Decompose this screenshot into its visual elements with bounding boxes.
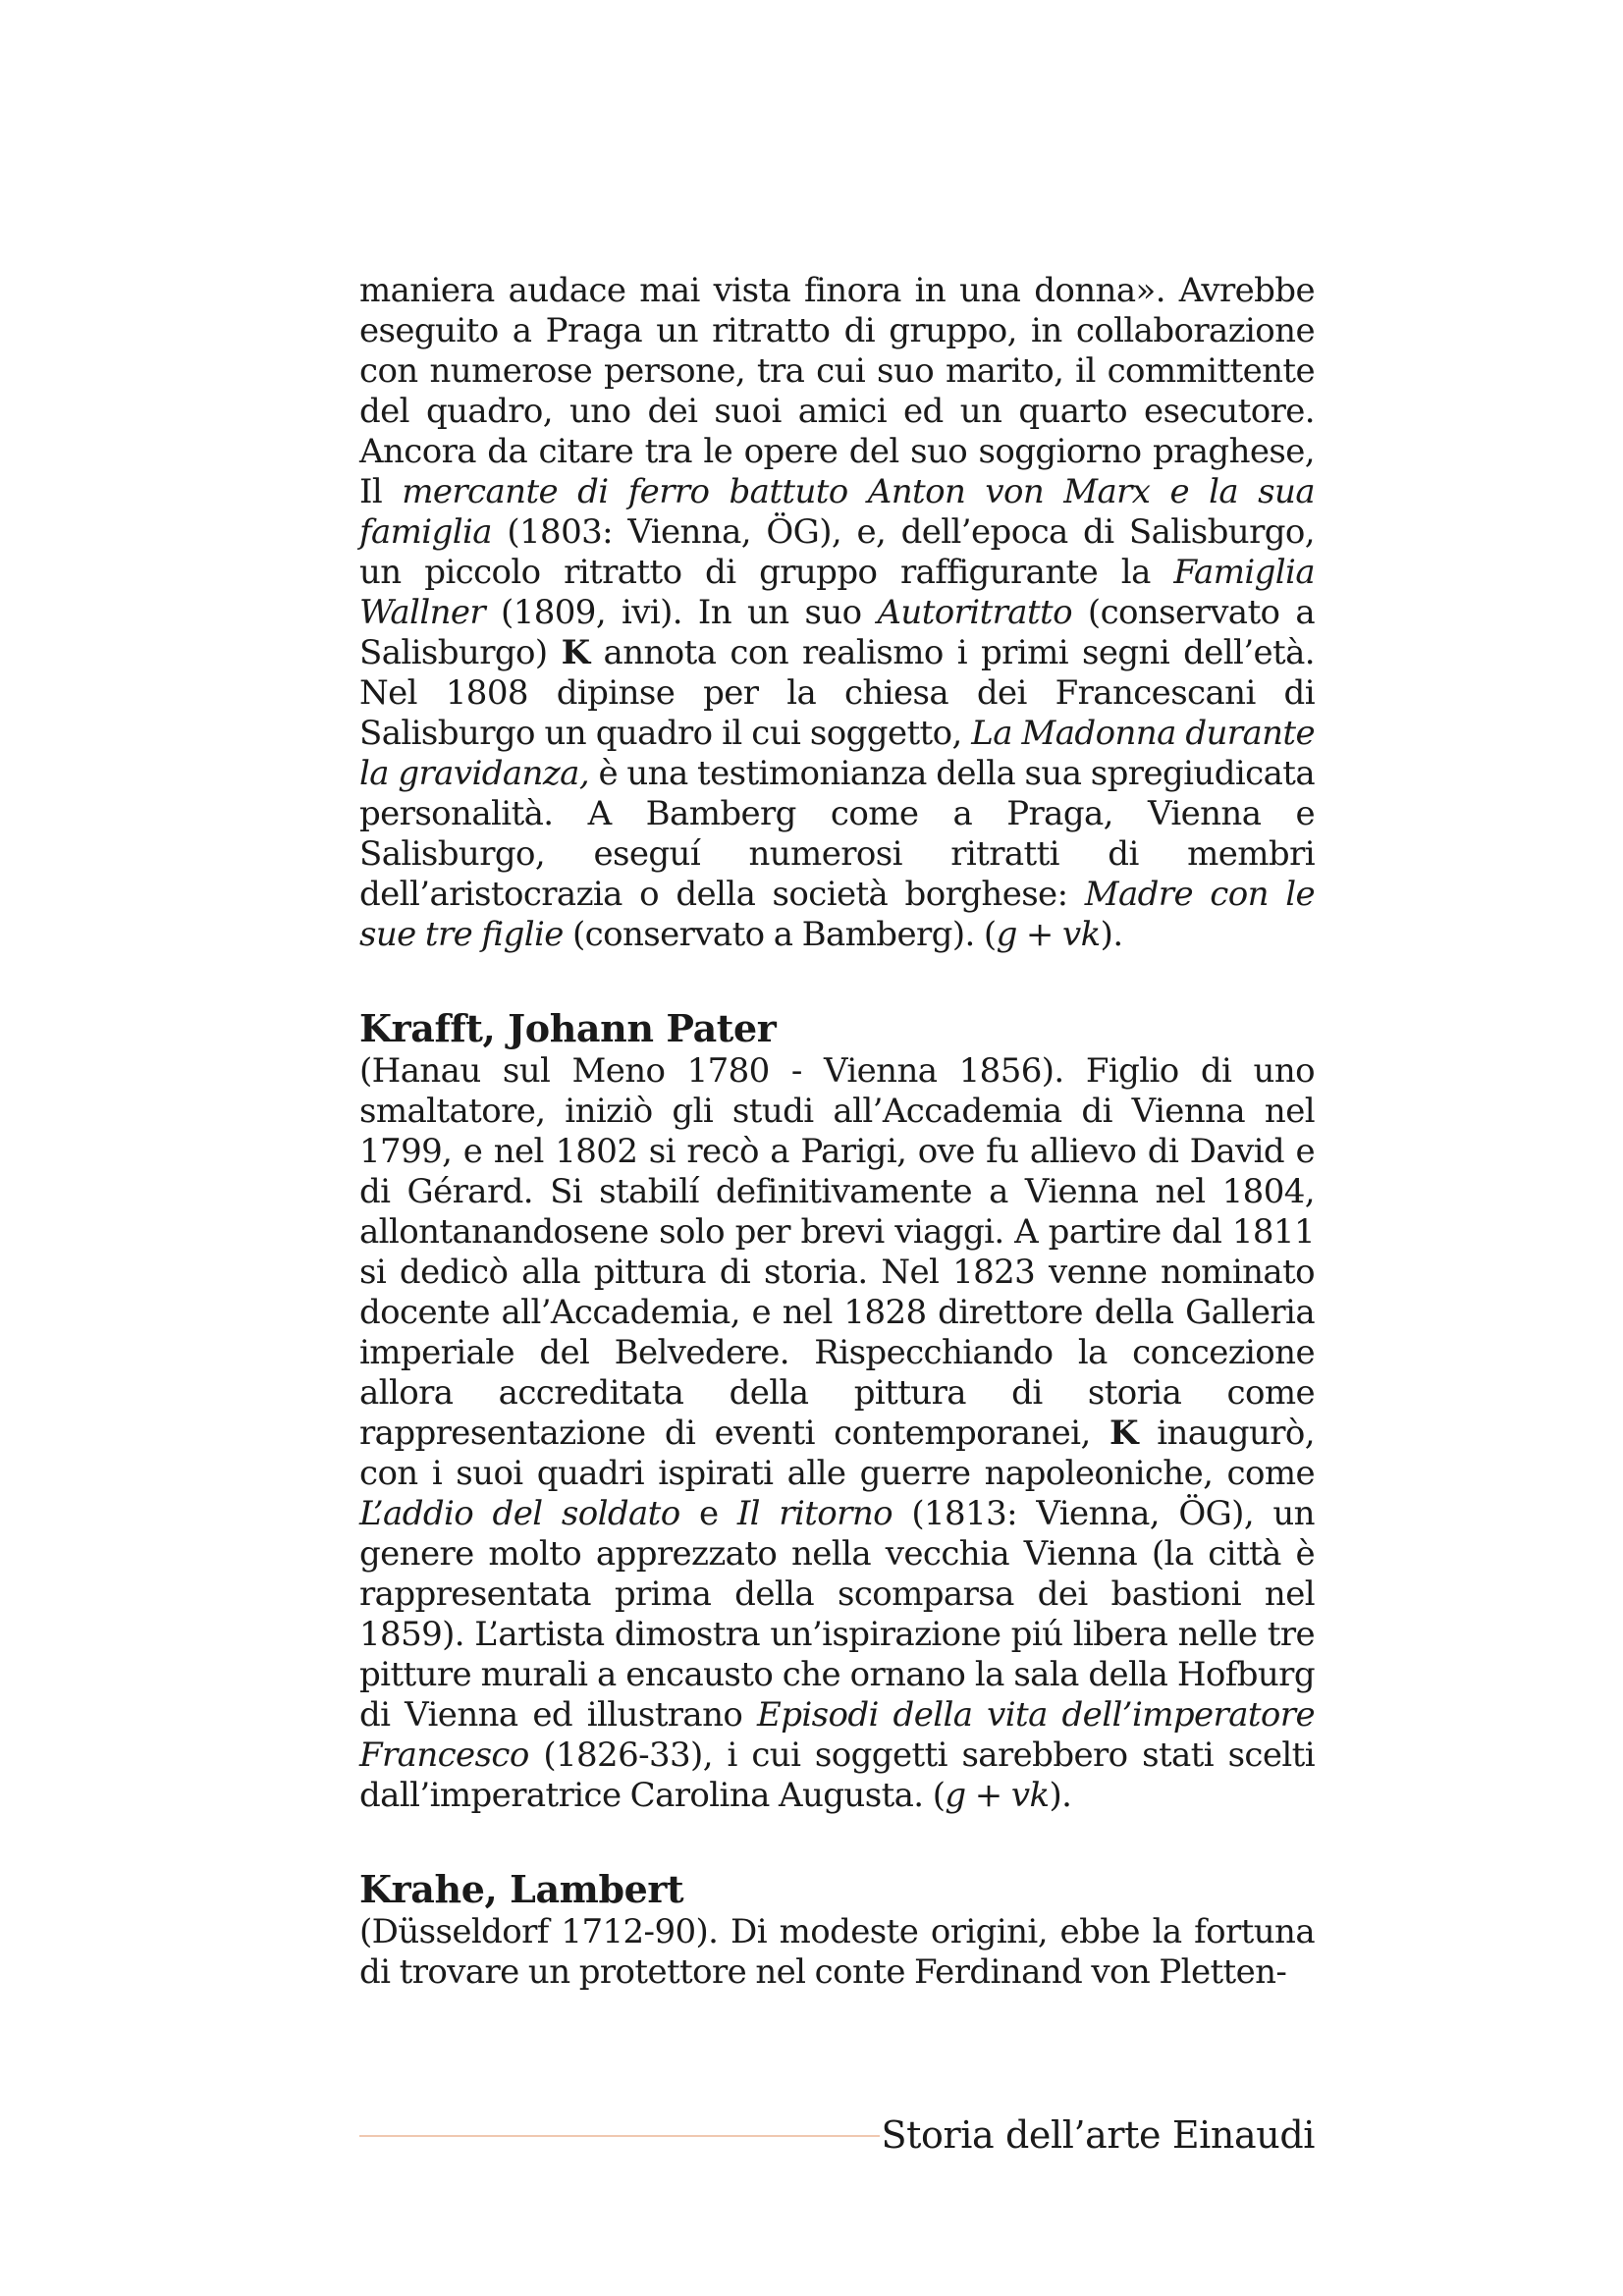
bold-run: K (1109, 1414, 1138, 1453)
text-run: e (679, 1494, 737, 1533)
text-run: annota con realismo i primi segni dell’età. Nel 1808 dipinse per la chiesa dei Francescani di Salisburgo un quadro il cui soggetto, (359, 633, 1315, 753)
entry-gap (359, 1816, 1315, 1867)
italic-run: Famiglia Wallner (359, 553, 1315, 632)
italic-run: Autoritratto (877, 593, 1072, 632)
entry-heading: Krahe, Lambert (359, 1867, 684, 1911)
text-run: (1809, ivi). In un suo (485, 593, 878, 632)
italic-run: Il ritorno (736, 1494, 893, 1533)
entry-paragraph (359, 271, 1315, 955)
footer-rule (359, 2135, 880, 2137)
text-run: (1826-33), i cui soggetti sarebbero stati scelti dall’imperatrice Carolina Augusta. ( (359, 1735, 1315, 1815)
text-run: maniera audace mai vista finora in una donna». Avrebbe eseguito a Praga un ritratto di gruppo, in collaborazione con numerose persone, tra cui suo marito, il committente del quadro, uno dei suoi amici ed un quarto esecutore. Ancora da citare tra le opere del suo soggiorno praghese, Il (359, 271, 1315, 511)
text-run: ). (1100, 915, 1123, 954)
page-footer (359, 2110, 1315, 2160)
italic-run: Episodi della vita dell’imperatore Francesco (359, 1695, 1315, 1775)
entry-paragraph (359, 1912, 1315, 1993)
italic-run: g + vk (945, 1776, 1050, 1815)
text-run: è una testimonianza della sua spregiudicata personalità. A Bamberg come a Praga, Vienna e Salisburgo, eseguí numerosi ritratti di membri dell’aristocrazia o della società borghese: (359, 754, 1315, 914)
text-run: (Hanau sul Meno 1780 - Vienna 1856). Figlio di uno smaltatore, iniziò gli studi all’Accademia di Vienna nel 1799, e nel 1802 si recò a Parigi, ove fu allievo di David e di Gérard. Si stabilí definitivamente a Vienna nel 1804, allontanandosene solo per brevi viaggi. A partire dal 1811 si dedicò alla pittura di storia. Nel 1823 venne nominato docente all’Accademia, e nel 1828 direttore della Galleria imperiale del Belvedere. Rispecchiando la concezione allora accreditata della pittura di storia come rappresentazione di eventi contemporanei, (359, 1051, 1315, 1453)
italic-run: L’addio del soldato (359, 1494, 680, 1533)
text-run: (1803: Vienna, ÖG), e, dell’epoca di Salisburgo, un piccolo ritratto di gruppo raffigurante la (359, 512, 1315, 592)
text-run: inaugurò, con i suoi quadri ispirati alle guerre napoleoniche, come (359, 1414, 1315, 1493)
text-run: (1813: Vienna, ÖG), un genere molto apprezzato nella vecchia Vienna (la città è rappresentata prima della scomparsa dei bastioni nel 1859). L’artista dimostra un’ispirazione piú libera nelle tre pitture murali a encausto che ornano la sala della Hofburg di Vienna ed illustrano (359, 1494, 1315, 1735)
footer-title: Storia dell’arte Einaudi (881, 2113, 1315, 2157)
text-run: (Düsseldorf 1712-90). Di modeste origini, ebbe la fortuna di trovare un protettore nel conte Ferdinand von Pletten- (359, 1912, 1315, 1992)
text-run: (conservato a Bamberg). ( (563, 915, 997, 954)
italic-run: La Madonna durante la gravidanza, (359, 714, 1316, 793)
italic-run: mercante di ferro battuto Anton von Marx e la sua famiglia (359, 472, 1315, 552)
italic-run: g + vk (996, 915, 1101, 954)
text-run: ). (1049, 1776, 1072, 1815)
bold-run: K (561, 633, 590, 672)
italic-run: Madre con le sue tre figlie (359, 875, 1315, 954)
text-run: (conservato a Salisburgo) (359, 593, 1316, 672)
page-content (359, 271, 1315, 1993)
entry-gap (359, 955, 1315, 1006)
entry-paragraph (359, 1051, 1315, 1816)
entry-heading: Krafft, Johann Pater (359, 1006, 777, 1050)
